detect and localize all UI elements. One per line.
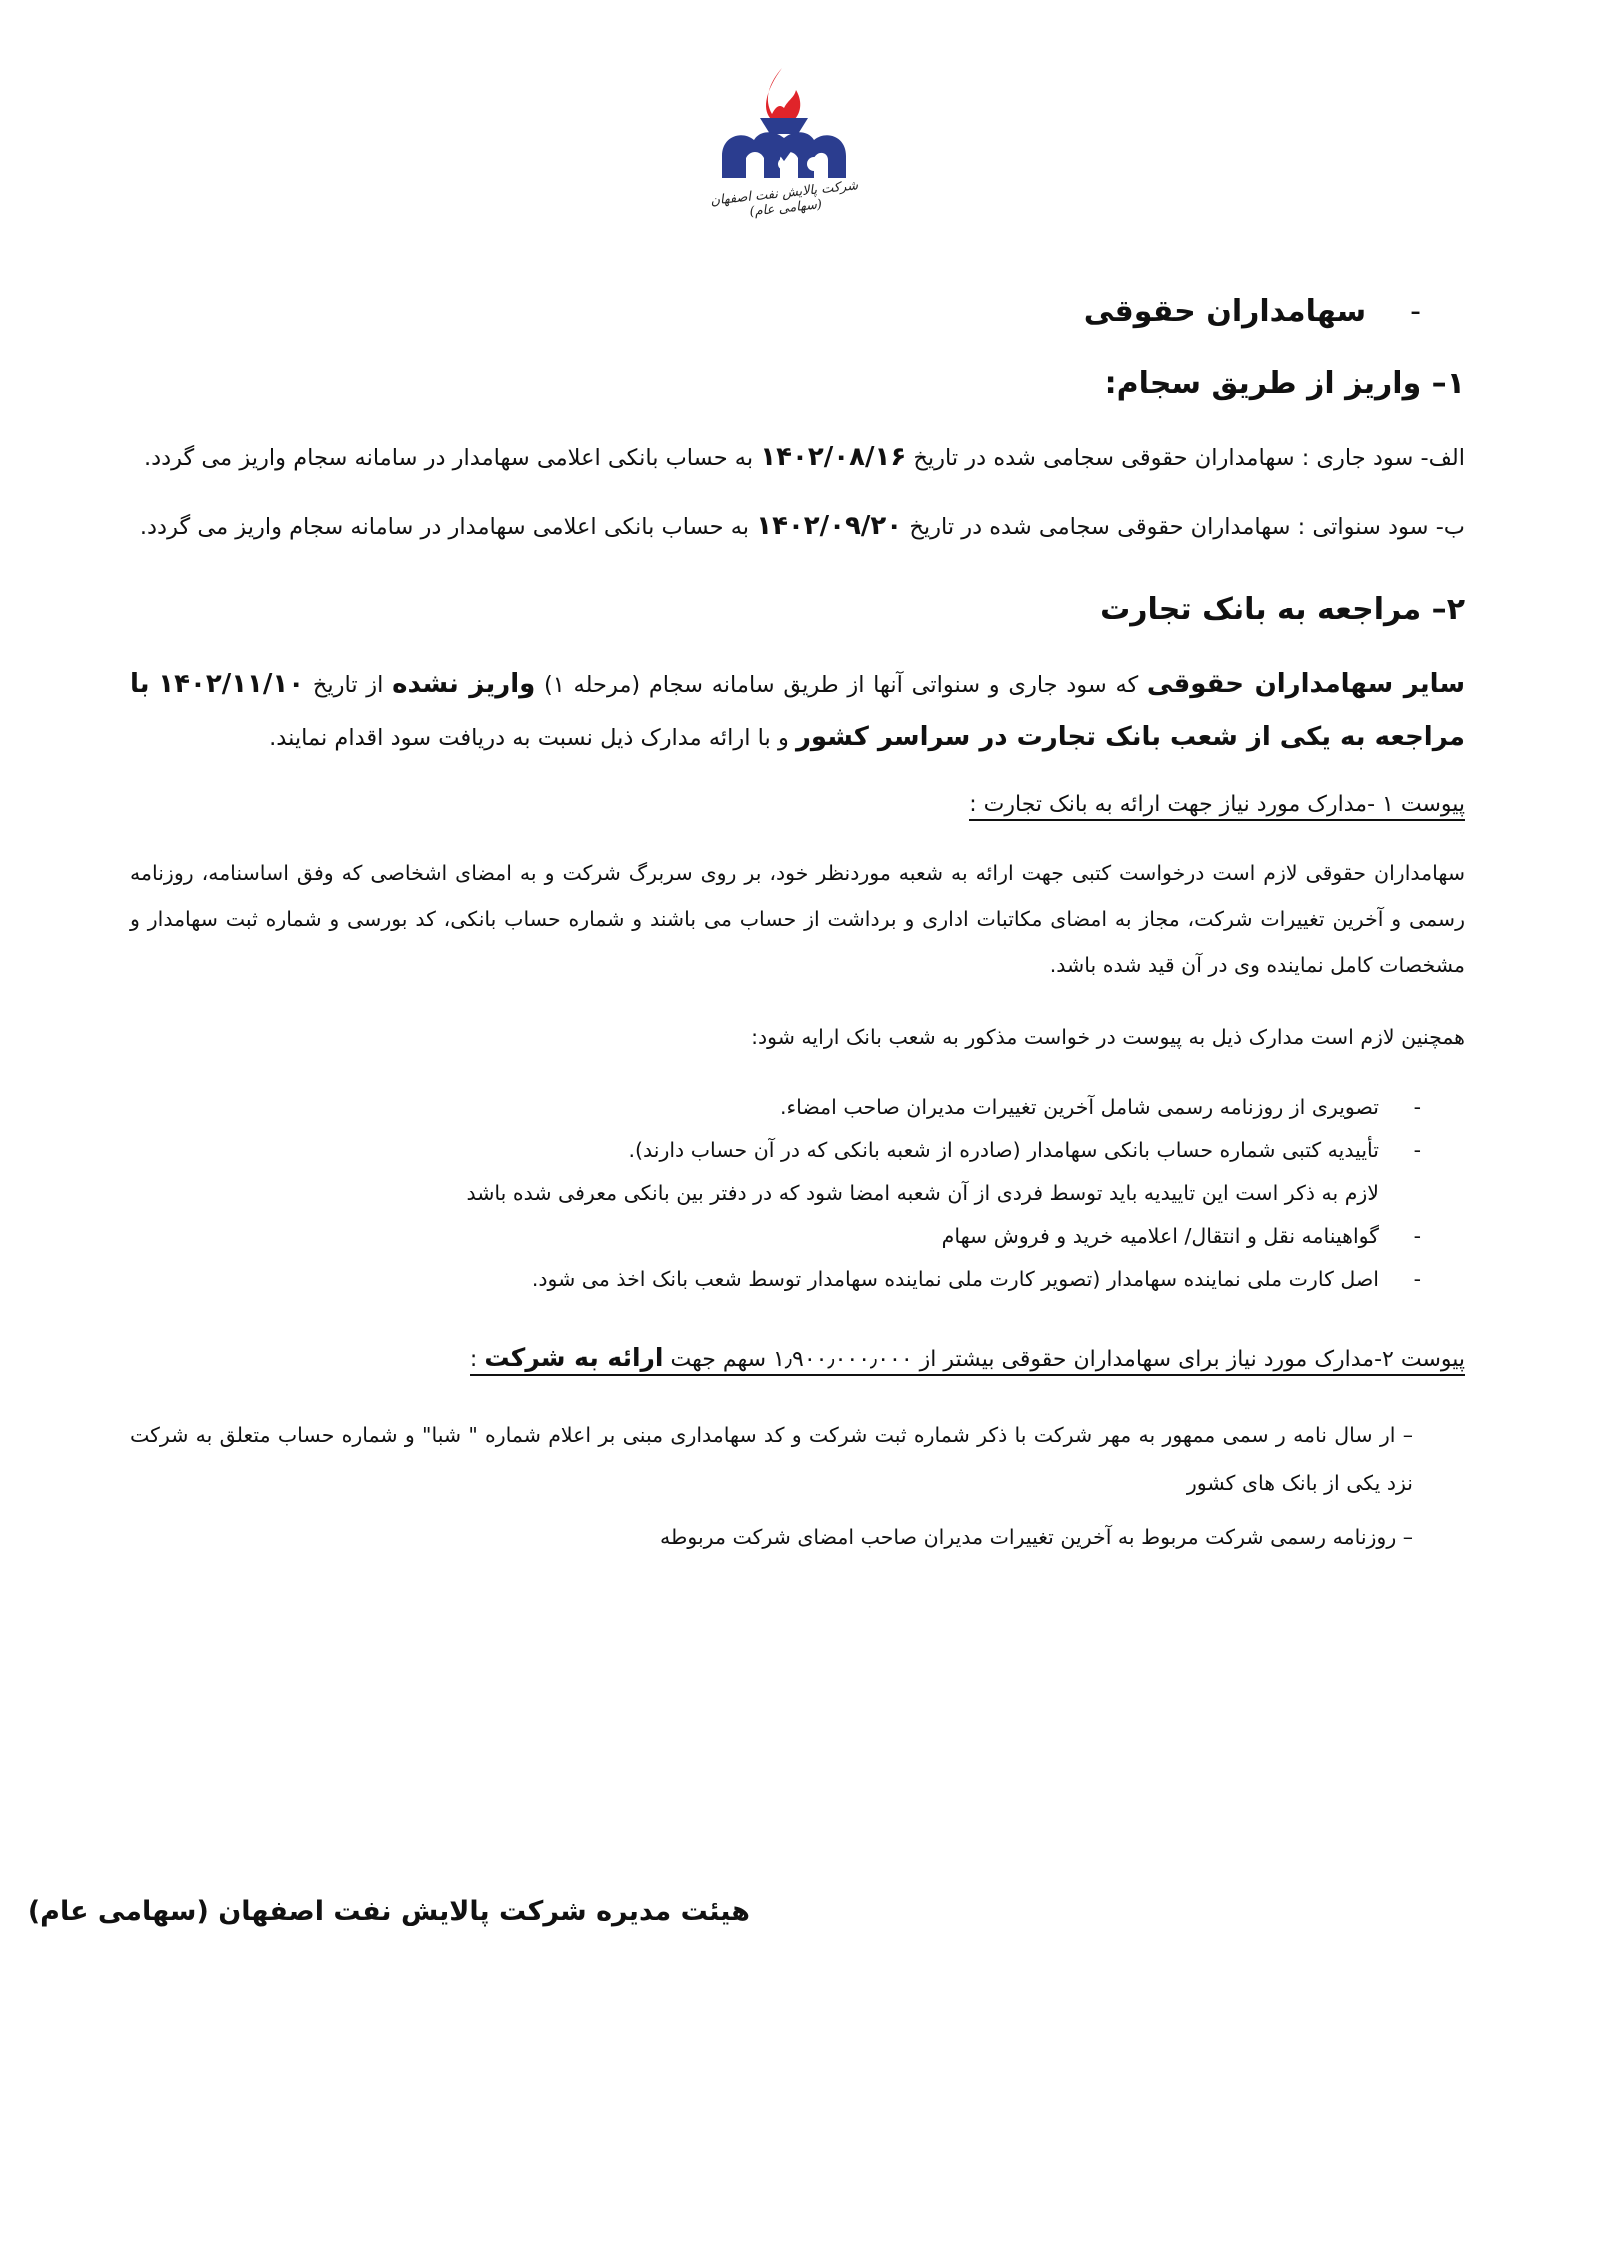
part2-title: ۲– مراجعه به بانک تجارت [1100,592,1465,627]
list-item: – ار سال نامه ر سمی ممهور به مهر شرکت با ذکر شماره ثبت شرکت و کد سهامداری مبنی بر اعلام شماره " شبا" و شماره حساب متعلق به شرکت نزد یکی از بانک های کشور [130,1423,1413,1495]
company-logo [690,60,880,230]
list-item [130,1258,1421,1301]
lead-bold-1: سایر سهامداران حقوقی [1146,669,1466,699]
annex1-title-text: پیوست ۱ -مدارک مورد نیاز جهت ارائه به بانک تجارت : [969,792,1465,821]
section-title-text: سهامداران حقوقی [1083,294,1367,329]
alef-prefix: الف- سود جاری : سهامداران حقوقی سجامی شده در تاریخ [913,445,1465,471]
list-item-text: اصل کارت ملی نماینده سهامدار (تصویر کارت ملی نماینده سهامدار توسط شعب بانک اخذ می شود. [531,1267,1379,1291]
annex2-title [130,1335,1465,1383]
list-bullet: - [1413,1224,1421,1248]
list-item [130,1086,1421,1129]
be-date: ۱۴۰۲/۰۹/۲۰ [756,511,903,541]
lead-text-1: که سود جاری و سنواتی آنها از طریق سامانه سجام (مرحله ۱) [543,672,1139,698]
annex2-documents-list [130,1411,1465,1561]
annex1-intro: همچنین لازم است مدارک ذیل به پیوست در خواست مذکور به شعب بانک ارایه شود: [751,1025,1465,1049]
annex2-title-prefix: پیوست ۲-مدارک مورد نیاز برای سهامداران حقوقی بیشتر از ۱٫۹۰۰٫۰۰۰٫۰۰۰ سهم جهت [670,1347,1465,1372]
list-item-text: گواهینامه نقل و انتقال/ اعلامیه خرید و فروش سهام [941,1224,1379,1248]
list-bullet: - [1413,1095,1421,1119]
list-item [130,1129,1421,1172]
list-item-note [130,1172,1421,1215]
list-item-text: لازم به ذکر است این تاییدیه باید توسط فردی از آن شعبه امضا شود که در دفتر بین بانکی معرفی شده باشد [466,1181,1379,1205]
list-bullet: - [1413,1138,1421,1162]
be-prefix: ب- سود سنواتی : سهامداران حقوقی سجامی شده در تاریخ [909,514,1465,540]
alef-suffix: به حساب بانکی اعلامی سهامدار در سامانه سجام واریز می گردد. [143,445,754,471]
list-item-text: تصویری از روزنامه رسمی شامل آخرین تغییرات مدیران صاحب امضاء. [779,1095,1379,1119]
lead-bold-2: واریز نشده [392,669,536,699]
list-item [130,1215,1421,1258]
annex2-title-suffix: : [469,1347,478,1372]
document-body [130,282,1465,1567]
list-item-text: تأییدیه کتبی شماره حساب بانکی سهامدار (صادره از شعبه بانکی که در آن حساب دارند). [628,1138,1379,1162]
part1-alef-paragraph [130,432,1465,483]
annex1-title [130,782,1465,828]
lead-date: ۱۴۰۲/۱۱/۱۰ [158,669,305,699]
annex1-documents-list [130,1086,1465,1301]
be-suffix: به حساب بانکی اعلامی سهامدار در سامانه سجام واریز می گردد. [139,514,750,540]
annex2-title-underlined [469,1343,1465,1376]
list-bullet: - [1413,1267,1421,1291]
part1-title: ۱– واریز از طریق سجام: [1104,366,1465,401]
lead-text-2: از تاریخ [312,672,384,698]
list-item: – روزنامه رسمی شرکت مربوط به آخرین تغییرات مدیران صاحب امضای شرکت مربوطه [660,1525,1413,1549]
lead-bold-3: با مراجعه به یکی از شعب بانک تجارت در سراسر کشور [130,669,1465,752]
annex2-title-bold: ارائه به شرکت [484,1343,664,1372]
signature-line: هیئت مدیره شرکت پالایش نفت اصفهان (سهامی عام) [27,1896,750,1927]
lead-text-3: و با ارائه مدارک ذیل نسبت به دریافت سود اقدام نمایند. [269,725,789,751]
section-title [130,282,1421,342]
annex1-body: سهامداران حقوقی لازم است درخواست کتبی جهت ارائه به شعبه موردنظر خود، بر روی سربرگ شرکت و به امضای اشخاصی که وفق اساسنامه، روزنامه رسمی و آخرین تغییرات شرکت، مجاز به امضای مکاتبات اداری و برداشت از حساب می باشند و شماره حساب بانکی، کد بورسی و شماره ثبت سهامدار و مشخصات کامل نماینده وی در آن قید شده باشد. [130,861,1465,977]
alef-date: ۱۴۰۲/۰۸/۱۶ [760,442,907,472]
part2-lead-paragraph [130,658,1465,764]
section-dash: - [1410,294,1421,329]
logo-caption: شرکت پالایش نفت اصفهان (سهامی عام) [709,178,859,220]
part1-be-paragraph [130,501,1465,552]
